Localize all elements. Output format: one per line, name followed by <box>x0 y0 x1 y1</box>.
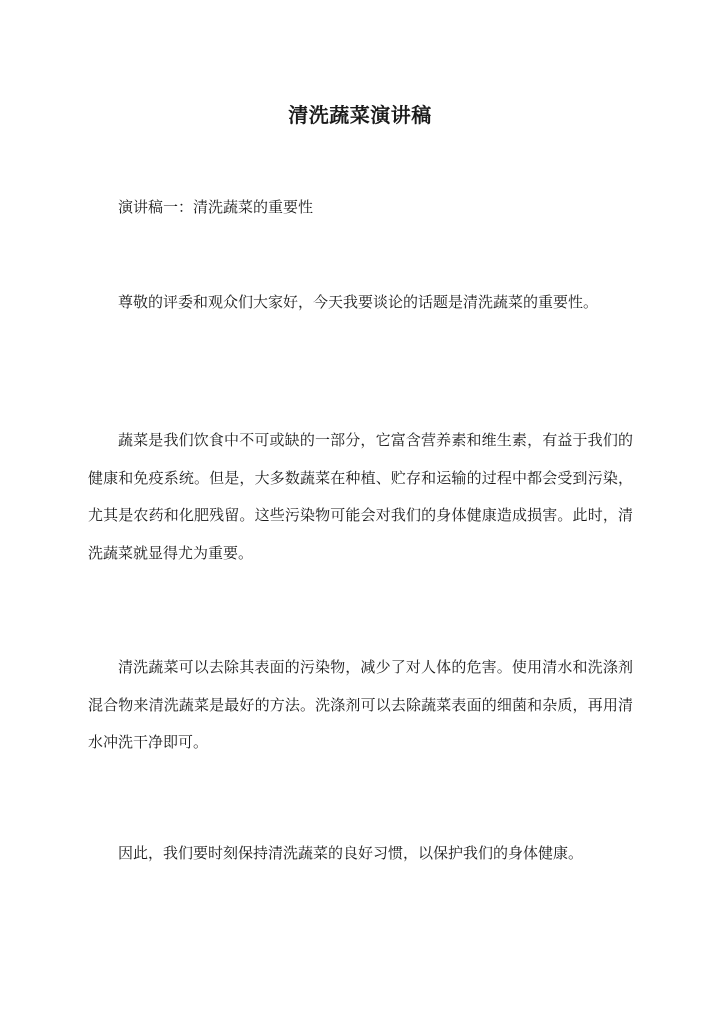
page-title: 清洗蔬菜演讲稿 <box>288 103 432 128</box>
paragraph-body-2: 清洗蔬菜可以去除其表面的污染物，减少了对人体的危害。使用清水和洗涤剂混合物来清洗蔬菜是最好的方法。洗涤剂可以去除蔬菜表面的细菌和杂质，再用清水冲洗干净即可。 <box>88 658 633 751</box>
section-heading: 演讲稿一：清洗蔬菜的重要性 <box>118 198 314 216</box>
paragraph-conclusion: 因此，我们要时刻保持清洗蔬菜的良好习惯，以保护我们的身体健康。 <box>118 844 584 862</box>
paragraph-body-1: 蔬菜是我们饮食中不可或缺的一部分，它富含营养素和维生素，有益于我们的健康和免疫系统。但是，大多数蔬菜在种植、贮存和运输的过程中都会受到污染，尤其是农药和化肥残留。这些污染物可能会对我们的身体健康造成损害。此时，清洗蔬菜就显得尤为重要。 <box>88 431 633 562</box>
paragraph-greeting: 尊敬的评委和观众们大家好，今天我要谈论的话题是清洗蔬菜的重要性。 <box>118 293 599 311</box>
